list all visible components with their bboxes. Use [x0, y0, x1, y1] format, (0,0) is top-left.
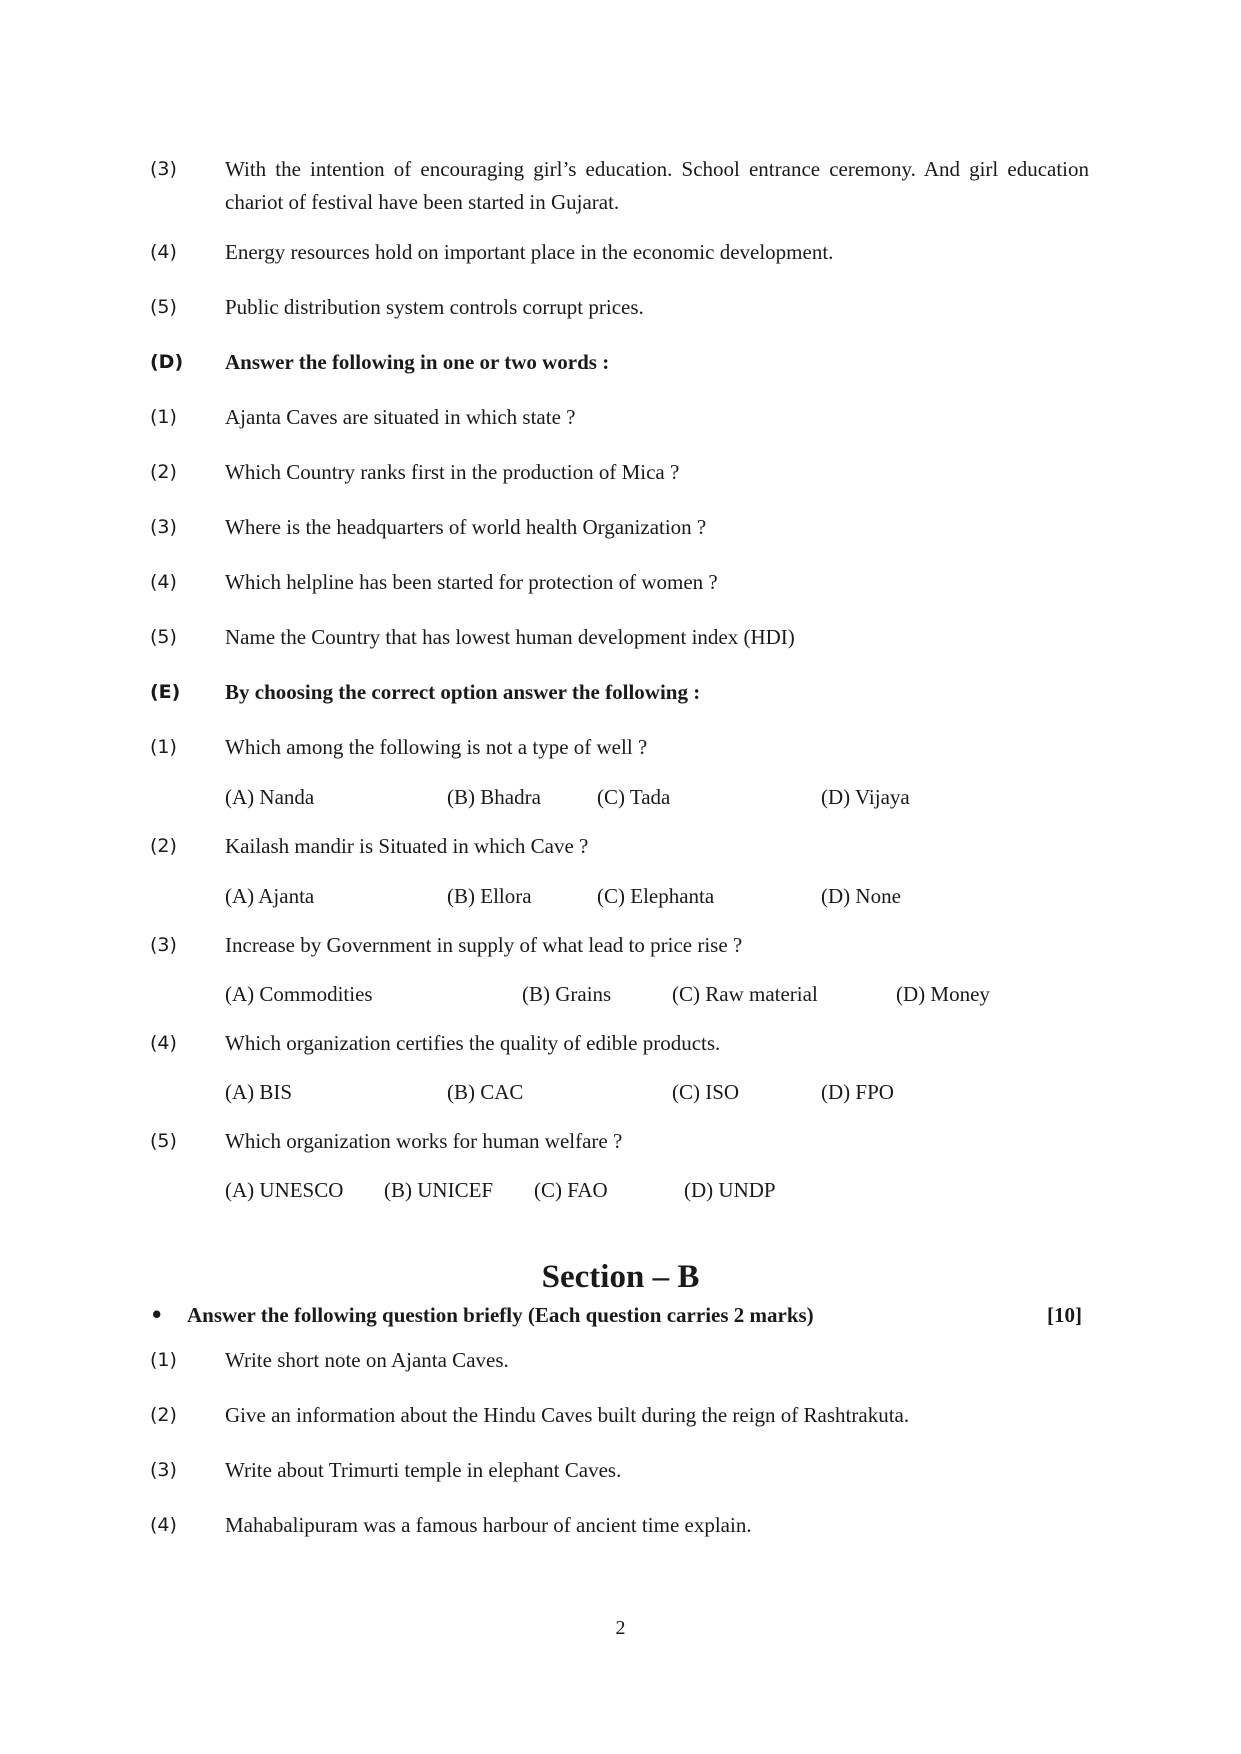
option-d: (D) Money: [896, 982, 990, 1006]
option-d: (D) None: [821, 884, 901, 908]
page-number: 2: [615, 1617, 626, 1639]
question-text: Increase by Government in supply of what lead to price rise ?: [225, 933, 743, 957]
section-title: Section – B: [541, 1259, 700, 1295]
bullet-icon: •: [150, 1303, 164, 1327]
option-d: (D) Vijaya: [821, 785, 910, 809]
question-number: (3): [150, 516, 177, 538]
option-a: (A) Commodities: [225, 982, 373, 1006]
question-text: Ajanta Caves are situated in which state ?: [225, 405, 576, 429]
question-text: Where is the headquarters of world health Organization ?: [225, 515, 707, 539]
instruction-text: Answer the following question briefly (Each question carries 2 marks): [187, 1303, 814, 1327]
question-number: (3): [150, 1459, 177, 1481]
option-b: (B) CAC: [447, 1080, 524, 1104]
question-text: With the intention of encouraging girl’s education. School entrance ceremony. And girl education chariot of festival have been started in Gujarat.: [225, 157, 1089, 214]
question-number: (5): [150, 1130, 177, 1152]
question-number: (2): [150, 1404, 177, 1426]
option-a: (A) UNESCO: [225, 1178, 344, 1202]
question-text: Give an information about the Hindu Caves built during the reign of Rashtrakuta.: [225, 1403, 910, 1427]
option-c: (C) FAO: [534, 1178, 608, 1202]
question-text: Name the Country that has lowest human development index (HDI): [225, 625, 795, 649]
part-heading-text: By choosing the correct option answer the following :: [225, 680, 701, 704]
option-a: (A) BIS: [225, 1080, 293, 1104]
question-text: Write short note on Ajanta Caves.: [225, 1348, 509, 1372]
question-text: Public distribution system controls corrupt prices.: [225, 295, 644, 319]
option-d: (D) FPO: [821, 1080, 894, 1104]
question-number: (2): [150, 461, 177, 483]
question-number: (1): [150, 736, 177, 758]
option-c: (C) Raw material: [672, 982, 818, 1006]
question-number: (5): [150, 626, 177, 648]
option-a: (A) Ajanta: [225, 884, 315, 908]
option-c: (C) ISO: [672, 1080, 740, 1104]
option-c: (C) Elephanta: [597, 884, 715, 908]
question-number: (2): [150, 835, 177, 857]
question-number: (4): [150, 571, 177, 593]
part-label: (E): [150, 681, 181, 703]
option-d: (D) UNDP: [684, 1178, 776, 1202]
part-heading-text: Answer the following in one or two words :: [225, 350, 610, 374]
question-text: Which organization works for human welfare ?: [225, 1129, 623, 1153]
question-number: (3): [150, 934, 177, 956]
option-a: (A) Nanda: [225, 785, 315, 809]
part-label: (D): [150, 351, 184, 373]
question-number: (3): [150, 158, 177, 180]
question-text: Mahabalipuram was a famous harbour of ancient time explain.: [225, 1513, 752, 1537]
question-number: (4): [150, 1032, 177, 1054]
question-number: (4): [150, 1514, 177, 1536]
question-text: Energy resources hold on important place in the economic development.: [225, 240, 834, 264]
option-c: (C) Tada: [597, 785, 671, 809]
option-b: (B) Ellora: [447, 884, 532, 908]
question-number: (1): [150, 406, 177, 428]
question-number: (1): [150, 1349, 177, 1371]
question-text: Write about Trimurti temple in elephant Caves.: [225, 1458, 622, 1482]
question-text: Which helpline has been started for protection of women ?: [225, 570, 718, 594]
option-b: (B) Bhadra: [447, 785, 541, 809]
question-text: Which organization certifies the quality of edible products.: [225, 1031, 721, 1055]
question-text: Which among the following is not a type of well ?: [225, 735, 648, 759]
question-number: (4): [150, 241, 177, 263]
question-number: (5): [150, 296, 177, 318]
option-b: (B) UNICEF: [384, 1178, 494, 1202]
question-text: Which Country ranks first in the production of Mica ?: [225, 460, 680, 484]
option-b: (B) Grains: [522, 982, 612, 1006]
marks-label: [10]: [1047, 1303, 1082, 1327]
question-text: Kailash mandir is Situated in which Cave ?: [225, 834, 589, 858]
